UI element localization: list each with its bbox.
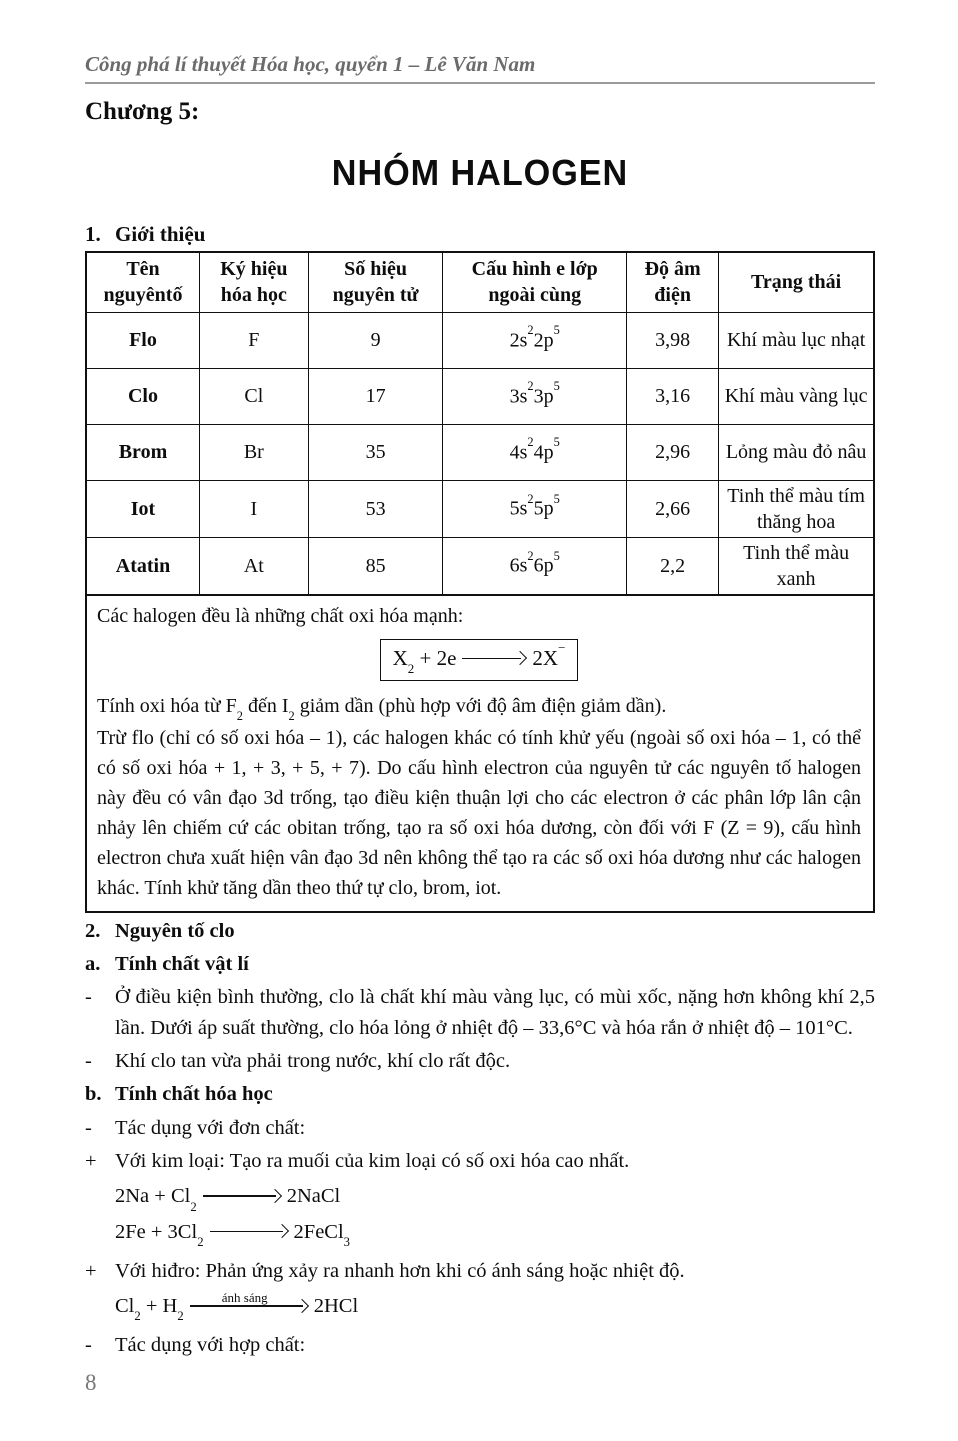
reaction-arrow-icon: [462, 650, 526, 668]
page-title: NHÓM HALOGEN: [331, 152, 629, 193]
table-cell-state: Khí màu lục nhạt: [719, 312, 874, 368]
main-title-wrap: [85, 152, 875, 194]
bullet-marker: +: [85, 1259, 97, 1282]
table-row: [86, 424, 874, 480]
section-1-heading: [85, 222, 875, 247]
formula-rhs-sup: −: [558, 639, 566, 655]
config-base: 2s: [509, 329, 528, 352]
config-sup: 5: [553, 379, 560, 394]
table-cell-config: [443, 480, 627, 537]
reaction-arrow-icon: [210, 1223, 288, 1241]
config-sup: 2: [527, 435, 534, 450]
bullet-text: Tác dụng với đơn chất:: [115, 1116, 306, 1139]
equation-lhs: 2Fe + 3Cl: [115, 1220, 198, 1243]
table-cell-electronegativity: 2,2: [627, 537, 719, 595]
table-cell-electronegativity: 2,66: [627, 480, 719, 537]
bullet-marker: -: [85, 1050, 92, 1073]
arrow-condition-label: ánh sáng: [221, 1289, 268, 1305]
table-cell-config: [443, 312, 627, 368]
trend-text: Tính oxi hóa từ F: [97, 695, 237, 718]
config-sup: 5: [553, 548, 560, 563]
equation-sub: 2: [190, 1199, 197, 1214]
bullet-text: Ở điều kiện bình thường, clo là chất khí màu vàng lục, có mùi xốc, nặng hơn không khí 2,5 lần. Dưới áp suất thường, clo hóa lỏng ở nhiệt độ – 33,6°C và hóa rắn ở nhiệt độ – 101°C.: [115, 986, 875, 1039]
bullet-text: Với hiđro: Phản ứng xảy ra nhanh hơn khi có ánh sáng hoặc nhiệt độ.: [115, 1259, 685, 1282]
trend-text: giảm dần (phù hợp với độ âm điện giảm dần).: [294, 695, 667, 718]
table-row: [86, 368, 874, 424]
config-sup: 2: [527, 491, 534, 506]
equation-sub: 3: [343, 1234, 351, 1249]
formula-rhs: 2X: [532, 645, 559, 670]
halogen-reduction-formula: [380, 639, 579, 682]
equation-hcl: [115, 1289, 875, 1324]
section-2-heading: [85, 916, 875, 946]
equation-sub: 2: [197, 1234, 204, 1249]
config-base: 6s: [509, 554, 528, 577]
equation-lhs: + H: [140, 1294, 178, 1317]
table-row: [86, 537, 874, 595]
table-cell-state: Khí màu vàng lục: [719, 368, 874, 424]
equation-sub: 2: [177, 1309, 184, 1324]
subsection-b-heading: [85, 1079, 875, 1109]
config-sup: 2: [527, 323, 534, 338]
table-cell-electronegativity: 2,96: [627, 424, 719, 480]
table-header-cell: Độ âm điện: [627, 252, 719, 312]
equation-fecl3: [115, 1221, 875, 1247]
section-2-title: Nguyên tố clo: [115, 919, 235, 942]
trend-sub: 2: [236, 709, 243, 724]
formula-lhs-sub: 2: [407, 660, 415, 676]
running-header: Công phá lí thuyết Hóa học, quyển 1 – Lê Văn Nam: [85, 52, 875, 84]
subsection-b-number: b.: [85, 1083, 102, 1106]
bullet-marker: -: [85, 986, 92, 1009]
config-sup: 2: [527, 548, 534, 563]
table-cell-symbol: I: [199, 480, 308, 537]
bullet-text: Với kim loại: Tạo ra muối của kim loại có số oxi hóa cao nhất.: [115, 1150, 630, 1173]
chemical-property-item: [85, 1146, 875, 1176]
subsection-b-title: Tính chất hóa học: [115, 1083, 273, 1106]
table-cell-electronegativity: 3,98: [627, 312, 719, 368]
chapter-label: Chương 5:: [85, 98, 200, 125]
table-header-row: [86, 252, 874, 312]
section-1-title: Giới thiệu: [115, 222, 206, 246]
table-cell-config: [443, 424, 627, 480]
table-cell-symbol: Br: [199, 424, 308, 480]
config-base: 2p: [533, 329, 554, 352]
table-header-cell: Ký hiệu hóa học: [199, 252, 308, 312]
physical-property-item: [85, 982, 875, 1043]
equation-lhs: Cl: [115, 1294, 135, 1317]
chemical-property-item: [85, 1113, 875, 1143]
note-line: Các halogen đều là những chất oxi hóa mạnh:: [97, 604, 464, 627]
table-header-cell: Số hiệu nguyên tử: [308, 252, 443, 312]
table-cell-symbol: At: [199, 537, 308, 595]
table-cell-electronegativity: 3,16: [627, 368, 719, 424]
trend-sub: 2: [288, 709, 295, 724]
chemical-property-item: [85, 1330, 875, 1360]
halogen-explanation-paragraph: Trừ flo (chỉ có số oxi hóa – 1), các halogen khác có tính khử yếu (ngoài số oxi hóa – 1, có thể có số oxi hóa + 1, + 3, + 5, + 7). Do cấu hình electron của nguyên tử các nguyên tố halogen này đều có vân đạo 3d trống, tạo điều kiện thuận lợi cho các electron ở các phân lớp lân cận nhảy lên chiếm cứ các obitan trống, tạo ra số oxi hóa dương, còn đối với F (Z = 9), cấu hình electron chưa xuất hiện vân đạo 3d nên không thể tạo ra các số oxi hóa dương như các halogen khác. Tính khử tăng dần theo thứ tự clo, brom, iot.: [97, 726, 861, 899]
reaction-arrow-icon: [203, 1187, 281, 1205]
bullet-marker: -: [85, 1116, 92, 1139]
table-cell-symbol: Cl: [199, 368, 308, 424]
formula-lhs: X: [392, 645, 408, 670]
table-cell-name: Atatin: [86, 537, 199, 595]
config-base: 3p: [533, 385, 554, 408]
table-cell-state: Tinh thể màu xanh: [719, 537, 874, 595]
config-base: 5s: [509, 497, 528, 520]
reaction-arrow-icon: [190, 1289, 308, 1315]
formula-row: [97, 639, 861, 682]
config-sup: 5: [553, 435, 560, 450]
equation-rhs: 2FeCl: [293, 1220, 344, 1243]
equation-nacl: [115, 1185, 875, 1214]
config-sup: 2: [527, 379, 534, 394]
bullet-text: Khí clo tan vừa phải trong nước, khí clo rất độc.: [115, 1050, 511, 1073]
halogen-table: [85, 251, 875, 596]
config-sup: 5: [553, 323, 560, 338]
table-cell-number: 35: [308, 424, 443, 480]
oxidation-note-box: [85, 596, 875, 913]
table-cell-symbol: F: [199, 312, 308, 368]
config-base: 4s: [509, 441, 528, 464]
section-1-number: 1.: [85, 222, 101, 246]
table-cell-name: Iot: [86, 480, 199, 537]
table-row: [86, 480, 874, 537]
config-base: 5p: [533, 497, 554, 520]
formula-mid: + 2e: [419, 645, 457, 670]
subsection-a-heading: [85, 949, 875, 979]
table-cell-number: 9: [308, 312, 443, 368]
config-base: 6p: [533, 554, 554, 577]
table-header-cell: Trạng thái: [719, 252, 874, 312]
bullet-marker: -: [85, 1334, 92, 1357]
table-header-cell: Tên nguyêntố: [86, 252, 199, 312]
equation-rhs: 2NaCl: [286, 1185, 341, 1208]
table-cell-state: Lỏng màu đỏ nâu: [719, 424, 874, 480]
table-row: [86, 312, 874, 368]
table-cell-number: 53: [308, 480, 443, 537]
table-cell-config: [443, 368, 627, 424]
config-base: 4p: [533, 441, 554, 464]
equation-sub: 2: [134, 1309, 141, 1324]
config-sup: 5: [553, 491, 560, 506]
table-cell-name: Clo: [86, 368, 199, 424]
trend-text: đến I: [242, 695, 289, 718]
table-cell-state: Tinh thể màu tím thăng hoa: [719, 480, 874, 537]
config-base: 3s: [509, 385, 528, 408]
table-cell-name: Flo: [86, 312, 199, 368]
table-header-cell: Cấu hình e lớp ngoài cùng: [443, 252, 627, 312]
chemical-property-item: [85, 1256, 875, 1286]
bullet-text: Tác dụng với hợp chất:: [115, 1334, 306, 1357]
table-cell-number: 17: [308, 368, 443, 424]
subsection-a-title: Tính chất vật lí: [115, 953, 249, 976]
physical-property-item: [85, 1046, 875, 1076]
equation-lhs: 2Na + Cl: [115, 1185, 191, 1208]
section-2-number: 2.: [85, 919, 101, 942]
table-cell-name: Brom: [86, 424, 199, 480]
bullet-marker: +: [85, 1150, 97, 1173]
subsection-a-number: a.: [85, 953, 101, 976]
equation-rhs: 2HCl: [313, 1294, 359, 1317]
table-cell-number: 85: [308, 537, 443, 595]
page-number: 8: [85, 1370, 97, 1396]
trend-line: [97, 691, 861, 723]
table-cell-config: [443, 537, 627, 595]
